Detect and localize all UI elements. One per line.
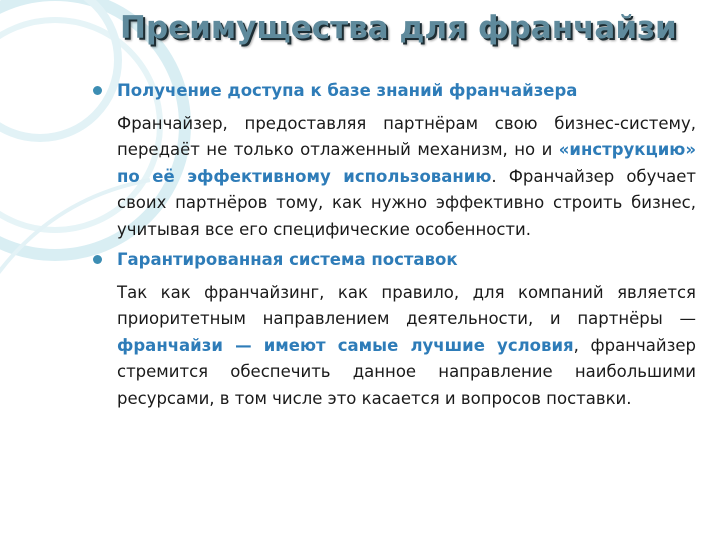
slide-content: [90, 78, 696, 416]
paragraph-knowledge: [90, 111, 696, 244]
paragraph-text: , франчайзер стремится обеспечить данное направление наибольшими ресурсами, в том числе это касается и вопросов поставки.: [117, 335, 697, 408]
paragraph-supply: [90, 280, 696, 413]
paragraph-highlight: франчайзи — имеют самые лучшие условия: [117, 335, 574, 355]
bullet-item-knowledge: [90, 78, 696, 105]
paragraph-text: . Франчайзер обучает своих партнёров тому, как нужно эффективно строить бизнес, учитывая все его специфические особенности.: [117, 166, 696, 239]
bullet-heading: Гарантированная система поставок: [117, 250, 458, 269]
paragraph-text: Франчайзер, предоставляя партнёрам свою бизнес-систему, передаёт не только отлаженный механизм, но и: [117, 113, 696, 159]
bullet-icon: [93, 86, 102, 95]
bullet-icon: [93, 255, 102, 264]
bullet-item-supply: [90, 247, 696, 274]
bullet-heading: Получение доступа к базе знаний франчайзера: [117, 81, 578, 100]
paragraph-text: Так как франчайзинг, как правило, для компаний является приоритетным направлением деятельности, и партнёры —: [117, 282, 696, 328]
paragraph-highlight: «инструкцию» по её эффективному использованию: [117, 140, 696, 186]
slide-title: Преимущества для франчайзи: [120, 10, 677, 46]
